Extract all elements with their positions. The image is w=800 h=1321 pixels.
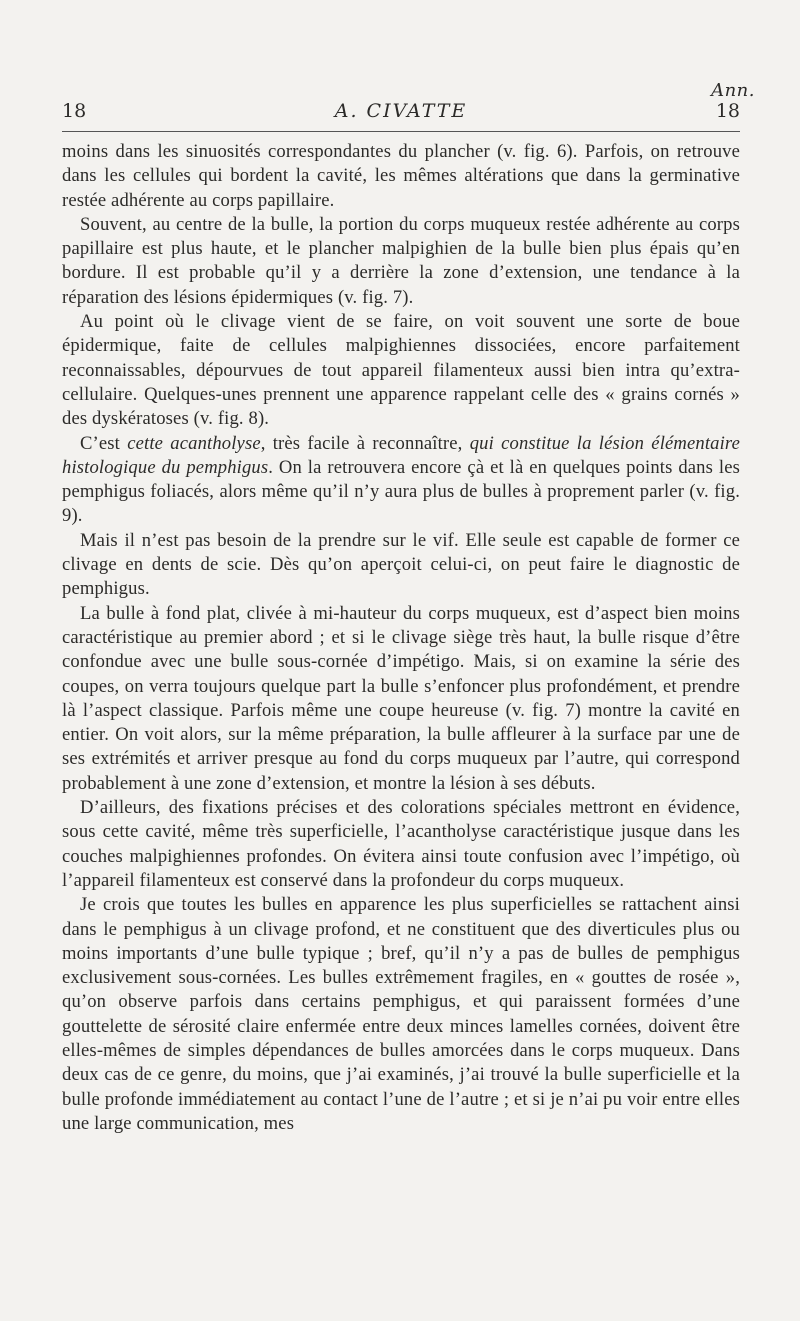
paragraph-4-text-a: C’est bbox=[80, 432, 128, 454]
paragraph-3: Au point où le clivage vient de se faire, on voit souvent une sorte de boue épidermique, faite de cellules malpighiennes dissociées, encore parfaitement reconnaissables, dépourvues de tout appareil filamenteux aussi bien intra qu’extra-cellulaire. Quelques-unes prennent une apparence rappelant celle des « grains cornés » des dyskératoses (v. fig. 8). bbox=[62, 311, 740, 430]
paragraph-4-emphasis-2: qui constitue la lésion élémentaire histologique du pemphigus bbox=[62, 432, 741, 478]
paragraph-5: Mais il n’est pas besoin de la prendre sur le vif. Elle seule est capable de former ce clivage en dents de scie. Dès qu’on aperçoit celui-ci, on peut faire le diagnostic de pemphigus. bbox=[62, 529, 740, 600]
paragraph-6: La bulle à fond plat, clivée à mi-hauteur du corps muqueux, est d’aspect bien moins caractéristique au premier abord ; et si le clivage siège très haut, la bulle risque d’être confondue avec une bulle sous-cornée d’impétigo. Mais, si on examine la série des coupes, on verra toujours quelque part la bulle s’enfoncer plus profondément, et prendre là l’aspect classique. Parfois même une coupe heureuse (v. fig. 7) montre la cavité en entier. On voit alors, sur la même préparation, la bulle affleurer à la surface par une de ses extrémités et arriver presque au fond du corps muqueux par l’autre, qui correspond probablement à une zone d’extension, et montre la lésion à ses débuts. bbox=[62, 602, 740, 794]
page-header bbox=[62, 100, 740, 124]
paragraph-4-text-b: , très facile à reconnaître, bbox=[260, 432, 470, 454]
paragraph-4-emphasis-1: cette acantholyse bbox=[127, 432, 261, 454]
paragraph-2: Souvent, au centre de la bulle, la portion du corps muqueux restée adhérente au corps papillaire est plus haute, et le plancher malpighien de la bulle bien plus épais qu’en bordure. Il est probable qu’il y a derrière la zone d’extension, une tendance à la réparation des lésions épidermiques (v. fig. 7). bbox=[62, 213, 740, 308]
page-number-left: 18 bbox=[62, 100, 87, 122]
paragraph-8: Je crois que toutes les bulles en apparence les plus superficielles se rattachent ainsi dans le pemphigus à un clivage profond, et ne constituent que des diverticules plus ou moins importants d’une bulle typique ; bref, qu’il n’y a pas de bulles de pemphigus exclusivement sous-cornées. Les bulles extrêmement fragiles, en « gouttes de rosée », qu’on observe parfois dans certains pemphigus, et qui paraissent formées d’une gouttelette de sérosité claire enfermée entre deux minces lamelles cornées, doivent être elles-mêmes de simples dépendances de bulles amorcées dans le corps muqueux. Dans deux cas de ce genre, du moins, que j’ai examinés, j’ai trouvé la bulle superficielle et la bulle profonde immédiatement au contact l’une de l’autre ; et si je n’ai pu voir entre elles une large communication, mes bbox=[62, 894, 740, 1134]
header-rule bbox=[62, 131, 740, 132]
journal-abbreviation: Ann. bbox=[711, 80, 755, 101]
page-number-right: 18 bbox=[715, 100, 740, 122]
body-text bbox=[62, 140, 740, 1136]
running-head: A. CIVATTE bbox=[334, 100, 468, 122]
paragraph-1: moins dans les sinuosités correspondantes du plancher (v. fig. 6). Parfois, on retrouve dans les cellules qui bordent la cavité, les mêmes altérations que dans la germinative restée adhérente au corps papillaire. bbox=[62, 141, 740, 211]
paragraph-4 bbox=[62, 432, 740, 529]
paragraph-7: D’ailleurs, des fixations précises et des colorations spéciales mettront en évidence, sous cette cavité, même très superficielle, l’acantholyse caractéristique jusque dans les couches malpighiennes profondes. On évitera ainsi toute confusion avec l’impétigo, où l’appareil filamenteux est conservé dans la profondeur du corps muqueux. bbox=[62, 797, 740, 891]
paragraph-4-text-c: . On la retrouvera encore çà et là en quelques points dans les pemphigus foliacés, alors même qu’il n’y aura plus de bulles à proprement parler (v. fig. 9). bbox=[62, 456, 740, 527]
